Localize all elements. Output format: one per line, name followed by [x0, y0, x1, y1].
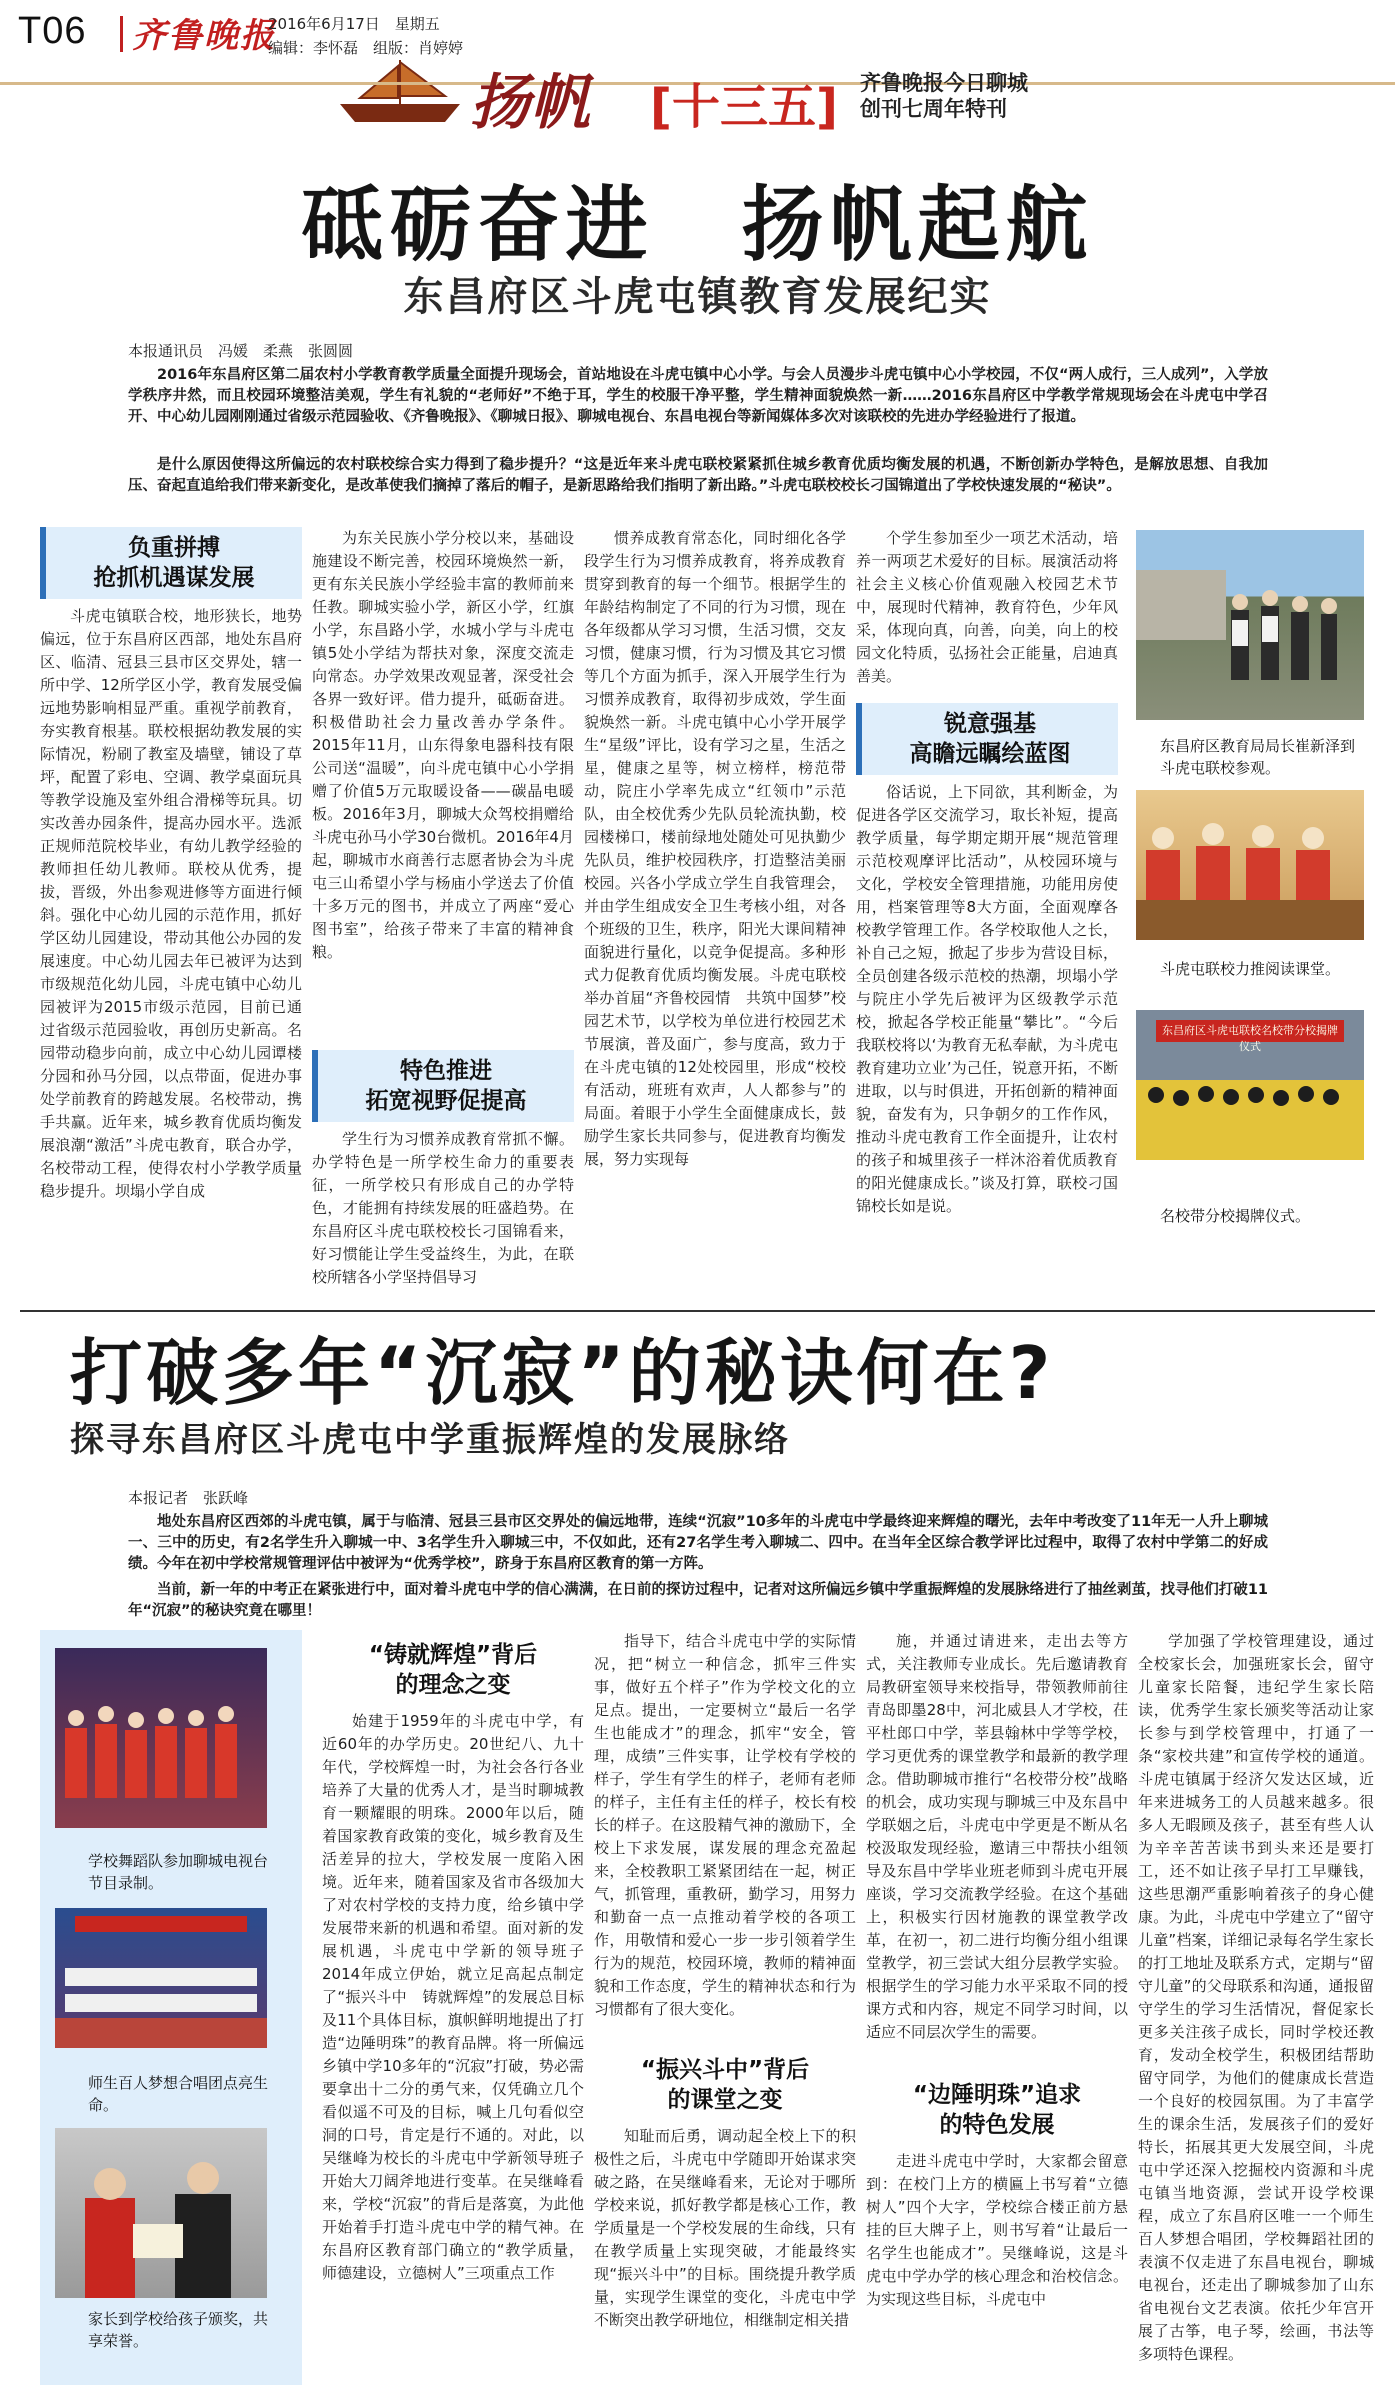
article1-subtitle: 东昌府区斗虎屯镇教育发展纪实 — [403, 274, 992, 320]
box1-line2: 抢抓机遇谋发展 — [93, 565, 255, 591]
article2-lead2: 当前，新一年的中考正在紧张进行中，面对着斗虎屯中学的信心满满，在日前的探访过程中，记者对这所偏远乡镇中学重振辉煌的发展脉络进行了抽丝剥茧，找寻他们打破11年“沉寂”的秘诀究竟在哪里！ — [128, 1582, 1268, 1619]
article2-photo-award — [55, 2128, 267, 2298]
article1-byline: 本报通讯员 冯媛 柔燕 张圆圆 — [128, 342, 354, 360]
article1-photo1-caption: 东昌府区教育局局长崔新泽到斗虎屯联校参观。 — [1160, 737, 1356, 777]
article1-col3 — [584, 527, 846, 1295]
article1-photo-reading — [1136, 790, 1364, 940]
editor-line: 编辑：李怀磊 组版：肖婷婷 — [268, 39, 464, 57]
box1-line1: 负重拼搏 — [128, 535, 220, 561]
article1-col2a — [312, 527, 574, 1042]
page-code: T06 — [18, 10, 87, 52]
article1-box2-heading — [312, 1050, 574, 1122]
article1-box1-heading — [40, 527, 302, 599]
article1-col4a-text: 个学生参加至少一项艺术活动，培养一两项艺术爱好的目标。展演活动将社会主义核心价值观融入校园艺术节中，展现时代精神，教育符色，少年风采，体现向真，向善，向美，向上的校园文化特质，弘扬社会正能量，启迪真善美。 — [856, 529, 1118, 685]
section-divider — [20, 1310, 1375, 1312]
article2-lead: 地处东昌府区西郊的斗虎屯镇，属于与临清、冠县三县市区交界处的偏远地带，连续“沉寂”10多年的斗虎屯中学最终迎来辉煌的曙光，去年中考改变了11年无一人升上聊城一、三中的历史，有2名学生升入聊城一中、3名学生升入聊城三中，不仅如此，还有27名学生考入聊城二、四中。在当年全区综合教学评比过程中，取得了农村中学第二的好成绩。今年在初中学校常规管理评估中被评为“优秀学校”，跻身于东昌府区教育的第一方阵。 — [128, 1514, 1268, 1572]
sec3-line1: “边陲明珠”追求 — [912, 2082, 1082, 2108]
article2-col5-text: 学加强了学校管理建设，通过全校家长会，加强班家长会，留守儿童家长陪餐，违纪学生家长陪读，优秀学生家长颁奖等活动让家长参与到学校管理中，打通了一条“家校共建”和宣传学校的通道。斗虎屯镇属于经济欠发达区域，近年来进城务工的人员越来越多。很多人无暇顾及孩子，甚至有些人认为辛辛苦苦读书到头来还是要打工，还不如让孩子早打工早赚钱，这些思潮严重影响着孩子的身心健康。为此，斗虎屯中学建立了“留守儿童”档案，详细记录每名学生家长的打工地址及联系方式，定期与“留守儿童”的父母联系和沟通，通报留守学生的学习生活情况，督促家长更多关注孩子成长，同时学校还教育，发动全校学生，积极团结帮助留守同学，为他们的健康成长营造一个良好的校园氛围。为了丰富学生的课余生活，发展孩子们的爱好特长，拓展其更大发展空间，斗虎屯中学还深入挖掘校内资源和斗虎屯镇当地资源，尝试开设学校课程，成立了东昌府区唯一一个师生百人梦想合唱团，学校舞蹈社团的表演不仅走进了东昌电视台，聊城电视台，还走出了聊城参加了山东省电视台文艺表演。依托少年宫开展了古筝，电子琴，绘画，书法等多项特色课程。 — [1138, 1632, 1374, 2363]
article1-title: 砥砺奋进 扬帆起航 — [301, 178, 1094, 273]
article2-col4a — [866, 1630, 1128, 2075]
sec1-line2: 的理念之变 — [395, 1672, 511, 1698]
article1-col2b — [312, 1128, 574, 1295]
banner-word: 扬帆 — [470, 68, 590, 138]
box2-line1: 特色推进 — [400, 1058, 492, 1084]
article2-col4b-text: 走进斗虎屯中学时，大家都会留意到：在校门上方的横匾上书写着“立德树人”四个大字，学校综合楼正前方悬挂的巨大牌子上，则书写着“让最后一名学生也能成才”。吴继峰说，这是斗虎屯中学办学的核心理念和治校信念。为实现这些目标，斗虎屯中 — [866, 2152, 1128, 2308]
article1-box3-heading — [856, 703, 1118, 775]
article1-lead: 2016年东昌府区第二届农村小学教育教学质量全面提升现场会，首站地设在斗虎屯镇中心小学。与会人员漫步斗虎屯镇中心小学校园，不仅“两人成行，三人成列”，入学放学秩序井然，而且校园环境整洁美观，学生有礼貌的“老师好”不绝于耳，学生的校服干净平整，学生精神面貌焕然一新……2016东昌府区中学教学常规现场会在斗虎屯中学召开、中心幼儿园刚刚通过省级示范园验收、《齐鲁晚报》、《聊城日报》、聊城电视台、东昌电视台等新闻媒体多次对该联校的先进办学经验进行了报道。 — [128, 367, 1268, 425]
article2-col3b — [594, 2125, 856, 2385]
tagline-1: 齐鲁晚报今日聊城 — [860, 71, 1028, 95]
newspaper-logo: 齐鲁晚报 — [132, 16, 276, 56]
article2-col4b — [866, 2150, 1128, 2385]
article2-byline: 本报记者 张跃峰 — [128, 1489, 249, 1507]
article2-photo1-caption: 学校舞蹈队参加聊城电视台节目录制。 — [88, 1852, 269, 1892]
box3-line1: 锐意强基 — [944, 711, 1036, 737]
article2-sec3-heading — [866, 2080, 1128, 2140]
issue-meta — [268, 12, 463, 60]
article1-photo2-caption: 斗虎屯联校力推阅读课堂。 — [1160, 960, 1341, 978]
article1-col4b — [856, 781, 1118, 1295]
date-line: 2016年6月17日 星期五 — [268, 15, 440, 33]
header-divider — [120, 16, 123, 52]
sec1-line1: “铸就辉煌”背后 — [368, 1642, 538, 1668]
article2-photo3-caption: 家长到学校给孩子颁奖，共享荣誉。 — [88, 2310, 269, 2350]
article2-col3a — [594, 1630, 856, 2050]
dance-photo-figures — [55, 1648, 267, 1828]
sec2-line1: “振兴斗中”背后 — [640, 2057, 810, 2083]
article1-col1 — [40, 605, 302, 1295]
article1-col4a — [856, 527, 1118, 697]
reading-photo-figures — [1136, 790, 1364, 940]
article1-col2a-text: 为东关民族小学分校以来，基础设施建设不断完善，校园环境焕然一新，更有东关民族小学经验丰富的教师前来任教。聊城实验小学，新区小学，红旗小学，东昌路小学，水城小学与斗虎屯镇5处小学结为帮扶对象，深度交流走向常态。办学效果改观显著，深受社会各界一致好评。借力提升，砥砺奋进。积极借助社会力量改善办学条件。2015年11月，山东得象电器科技有限公司送“温暖”，向斗虎屯镇中心小学捐赠了价值5万元取暖设备——碳晶电暖板。2016年3月，聊城大众驾校捐赠给斗虎屯孙马小学30台微机。2016年4月起，聊城市水商善行志愿者协会为斗虎屯三山希望小学与杨庙小学送去了价值十多万元的图书，并成立了两座“爱心图书室”，给孩子带来了丰富的精神食粮。 — [312, 529, 574, 961]
banner-tag: [十三五] — [650, 79, 838, 135]
article2-col2a — [322, 1710, 584, 2385]
visit-photo-figures — [1136, 530, 1364, 720]
sec2-line2: 的课堂之变 — [667, 2087, 783, 2113]
article2-subtitle: 探寻东昌府区斗虎屯中学重振辉煌的发展脉络 — [70, 1420, 790, 1460]
article2-photo-choir — [55, 1908, 267, 2048]
article2-col3b-text: 知耻而后勇，调动起全校上下的积极性之后，斗虎屯中学随即开始谋求突破之路，在吴继峰看来，无论对于哪所学校来说，抓好教学都是核心工作，教学质量是一个学校发展的生命线，只有在教学质量上实现突破，才能最终实现“振兴斗中”的目标。围绕提升教学质量，实现学生课堂的变化，斗虎屯中学不断突出教学研地位，相继制定相关措 — [594, 2127, 856, 2329]
article1-col3-text: 惯养成教育常态化，同时细化各学段学生行为习惯养成教育，将养成教育贯穿到教育的每一个细节。根据学生的年龄结构制定了不同的行为习惯，现在各年级都从学习习惯，生活习惯，交友习惯，健康习惯，行为习惯及其它习惯等几个方面为抓手，深入开展学生行为习惯养成教育，取得初步成效，学生面貌焕然一新。斗虎屯镇中心小学开展学生“星级”评比，设有学习之星，生活之星，健康之星等，树立榜样，榜范带动，院庄小学率先成立“红领巾”示范队，由全校优秀少先队员轮流执勤，校园楼梯口，楼前绿地处随处可见执勤少先队员，维护校园秩序，打造整洁美丽校园。兴各小学成立学生自我管理会，并由学生组成安全卫生考核小组，对各个班级的卫生，秩序，阳光大课间精神面貌进行量化，以竞争促提高。多种形式力促教育优质均衡发展。斗虎屯联校举办首届“齐鲁校园情 共筑中国梦”校园艺术节，以学校为单位进行校园艺术节展演，普及面广，参与度高，致力于在斗虎屯镇的12处校园里，形成“校校有活动，班班有欢声，人人都参与”的局面。着眼于小学生全面健康成长，鼓励学生家长共同参与，促进教育均衡发展，努力实现每 — [584, 529, 846, 1168]
article2-col5 — [1138, 1630, 1374, 2385]
photo3-banner-text: 东昌府区斗虎屯联校名校带分校揭牌仪式 — [1162, 1024, 1338, 1053]
article1-col2b-text: 学生行为习惯养成教育常抓不懈。办学特色是一所学校生命力的重要表征，一所学校只有形成自己的办学特色，才能拥有持续发展的旺盛趋势。在东昌府区斗虎屯联校校长刁国锦看来，好习惯能让学生受益终生，为此，在联校所辖各小学坚持倡导习 — [312, 1130, 574, 1286]
article1-photo3-caption: 名校带分校揭牌仪式。 — [1160, 1207, 1311, 1225]
tagline-2: 创刊七周年特刊 — [860, 97, 1007, 121]
anniversary-tagline — [860, 70, 1028, 122]
article1-col4b-text: 俗话说，上下同欲，其利断金，为促进各学区交流学习，取长补短，提高教学质量，每学期定期开展“规范管理示范校观摩评比活动”，从校园环境与文化，学校安全管理措施，功能用房使用，档案管理等8大方面，全面观摩各校教学管理工作。各学校取他人之长，补自己之短，掀起了步步为营设目标，全员创建各级示范校的热潮，坝塌小学与院庄小学先后被评为区级教学示范校，掀起各学校正能量“攀比”。“今后我联校将以‘为教育无私奉献，为斗虎屯教育建功立业’为己任，锐意开拓，不断进取，以与时俱进，开拓创新的精神面貌，奋发有为，只争朝夕的工作作风，推动斗虎屯教育工作全面提升，让农村的孩子和城里孩子一样沐浴着优质教育的阳光健康成长。”谈及打算，联校刁国锦校长如是说。 — [856, 783, 1118, 1215]
award-photo-figures — [55, 2128, 267, 2298]
article1-lead2: 是什么原因使得这所偏远的农村联校综合实力得到了稳步提升？“这是近年来斗虎屯联校紧紧抓住城乡教育优质均衡发展的机遇，不断创新办学特色，是解放思想、自我加压、奋起直追给我们带来新变化，是改革使我们摘掉了落后的帽子，是新思路给我们指明了新出路。”斗虎屯联校校长刁国锦道出了学校快速发展的“秘诀”。 — [128, 457, 1268, 494]
choir-photo-figures — [55, 1908, 267, 2048]
article1-photo-visit — [1136, 530, 1364, 720]
article2-col3a-text: 指导下，结合斗虎屯中学的实际情况，把“树立一种信念，抓牢三件实事，做好五个样子”作为学校文化的立足点。提出，一定要树立“最后一名学生也能成才”的理念，抓牢“安全，管理，成绩”三件实事，让学校有学校的样子，学生有学生的样子，老师有老师的样子，主任有主任的样子，校长有校长的样子。在这股精气神的激励下，全校上下求发展，谋发展的理念充盈起来，全校教职工紧紧团结在一起，树正气，抓管理，重教研，勤学习，用努力和勤奋一点一点推动着学校的各项工作，用敬情和爱心一步一步引领着学生行为的规范，校园环境，教师的精神面貌和工作态度，学生的精神状态和行为习惯都有了很大变化。 — [594, 1632, 856, 2018]
article2-col2a-text: 始建于1959年的斗虎屯中学，有近60年的办学历史。20世纪八、九十年代，学校辉煌一时，为社会各行各业培养了大量的优秀人才，是当时聊城教育一颗耀眼的明珠。2000年以后，随着国家教育政策的变化，城乡教育及生活差异的拉大，学校发展一度陷入困境。近年来，随着国家及省市各级加大了对农村学校的支持力度，给乡镇中学发展带来新的机遇和希望。面对新的发展机遇，斗虎屯中学新的领导班子2014年成立伊始，就立足高起点制定了“振兴斗中 铸就辉煌”的发展总目标及11个具体目标，旗帜鲜明地提出了打造“边陲明珠”的教育品牌。将一所偏远乡镇中学10多年的“沉寂”打破，势必需要拿出十二分的勇气来，仅凭确立几个看似遥不可及的目标，喊上几句看似空洞的口号，肯定是行不通的。对此，以吴继峰为校长的斗虎屯中学新领导班子开始大刀阔斧地进行变革。在吴继峰看来，学校“沉寂”的背后是落寞，为此他开始着手打造斗虎屯中学的精气神。在东昌府区教育部门确立的“教学质量，师德建设，立德树人”三项重点工作 — [322, 1712, 584, 2282]
article1-col1-text: 斗虎屯镇联合校，地形狭长，地势偏远，位于东昌府区西部，地处东昌府区、临清、冠县三县市区交界处，辖一所中学、12所学区小学，教育发展受偏远地势影响相显严重。重视学前教育，夯实教育根基。联校根据幼教发展的实际情况，粉刷了教室及墙壁，铺设了草坪，配置了彩电、空调、教学桌面玩具等教学设施及室外组合滑梯等玩具。切实改善办园条件，提高办园水平。选派正规师范院校毕业，有幼儿教学经验的教师担任幼儿教师。联校从优秀，提拔，晋级，外出参观进修等方面进行倾斜。强化中心幼儿园的示范作用，抓好学区幼儿园建设，带动其他公办园的发展速度。中心幼儿园去年已被评为达到市级规范化幼儿园，斗虎屯镇中心幼儿园被评为2015市级示范园，目前已通过省级示范园验收，再创历史新高。名园带动稳步向前，成立中心幼儿园谭楼分园和孙马分园，以点带面，促进办事处学前教育的跨越发展。名校带动，携手共赢。近年来，城乡教育优质均衡发展浪潮“激活”斗虎屯教育，联合办学，名校带动工程，使得农村小学教学质量稳步提升。坝塌小学自成 — [40, 607, 302, 1200]
sailboat-icon — [330, 56, 470, 126]
sec3-line2: 的特色发展 — [939, 2112, 1055, 2138]
article2-photo2-caption: 师生百人梦想合唱团点亮生命。 — [88, 2074, 269, 2114]
box2-line2: 拓宽视野促提高 — [365, 1088, 527, 1114]
article2-title: 打破多年“沉寂”的秘诀何在? — [70, 1331, 1055, 1415]
article1-photo-ceremony — [1136, 1010, 1364, 1160]
article2-col4a-text: 施，并通过请进来，走出去等方式，关注教师专业成长。先后邀请教育局教研室领导来校指导，带领教师前往青岛即墨28中，河北威县人才学校，茌平杜郎口中学，莘县翰林中学等学校，学习更优秀的课堂教学和最新的教学理念。借助聊城市推行“名校带分校”战略的机会，成功实现与聊城三中及东昌中学联姻之后，斗虎屯中学更是不断从名校汲取发现经验，邀请三中帮扶小组领导及东昌中学毕业班老师到斗虎屯开展座谈，学习交流教学经验。在这个基础上，积极实行因材施教的课堂教学改革，在初一，初二进行均衡分组小组课堂教学，初三尝试大组分层教学实验。根据学生的学习能力水平采取不同的授课方式和内容，规定不同学习时间，以适应不同层次学生的需要。 — [866, 1632, 1128, 2041]
article2-sec1-heading — [322, 1640, 584, 1700]
box3-line2: 高瞻远瞩绘蓝图 — [909, 741, 1071, 767]
article2-photo-dance — [55, 1648, 267, 1828]
article2-sec2-heading — [594, 2055, 856, 2115]
